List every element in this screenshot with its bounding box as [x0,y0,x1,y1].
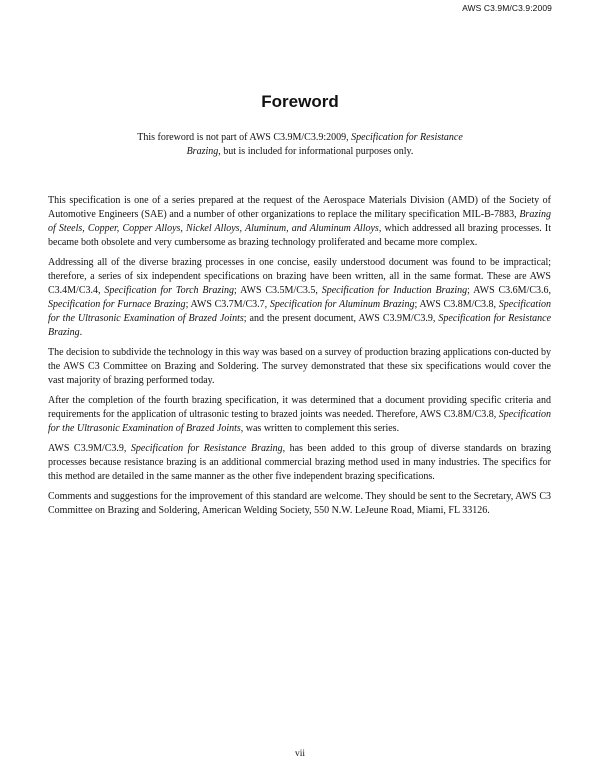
italic-title: Specification for Resistance Brazing [130,443,283,454]
paragraph-6 [48,490,551,518]
text-run: ; AWS C3.5M/C3.5, [234,285,322,296]
running-header: AWS C3.9M/C3.9:2009 [462,3,552,13]
italic-title: Specification for the Ultrasonic Examination of Brazed Joints [48,299,551,324]
foreword-note [120,131,480,159]
italic-title: Specification for Induction Brazing [321,285,468,296]
text-run: ; AWS C3.6M/C3.6, [467,285,551,296]
italic-title: Specification for Aluminum Brazing [269,299,415,310]
text-run: , has been added to this group of diverse standards on brazing processes because resistance brazing is an additional commercial brazing method used in many industries. The specifics for this method are detailed in the same manner as the other five independent brazing specifications. [48,443,551,482]
italic-title: Specification for Furnace Brazing [48,299,186,310]
note-italic-title: Specification for Resistance Brazing [186,132,463,157]
text-run: , was written to complement this series. [240,423,400,434]
paragraph-5 [48,442,551,484]
text-run: AWS C3.9M/C3.9, [48,443,131,454]
italic-title: Specification for Torch Brazing [104,285,235,296]
paragraph-3 [48,346,551,388]
text-run: ; AWS C3.8M/C3.8, [414,299,499,310]
text-run: ; and the present document, AWS C3.9M/C3.9, [243,313,439,324]
note-text: This foreword is not part of AWS C3.9M/C3.9:2009, [137,132,352,143]
text-run: Addressing all of the diverse brazing processes in one concise, easily understood document was found to be impractical; therefore, a series of six independent specifications on brazing have been written, all in the same format. These are AWS C3.4M/C3.4, [48,257,551,296]
italic-title: Specification for Resistance Brazing [48,313,552,338]
text-run: . [79,327,83,338]
text-run: , which addressed all brazing processes. It became both obsolete and very cumbersome as brazing technology proliferated and became more complex. [48,223,551,248]
note-text: , but is included for informational purposes only. [218,146,414,157]
page-number: vii [294,749,306,759]
text-run: The decision to subdivide the technology in this way was based on a survey of production brazing applications con-ducted by the AWS C3 Committee on Brazing and Soldering. The survey demonstrated that these six specifications would cover the vast majority of brazing performed today. [48,347,551,386]
paragraph-2 [48,256,551,340]
text-run: Comments and suggestions for the improvement of this standard are welcome. They should be sent to the Secretary, AWS C3 Committee on Brazing and Soldering, American Welding Society, 550 N.W. LeJeune Road, Miami, FL 33126. [48,491,551,516]
paragraph-4 [48,394,551,436]
text-run: After the completion of the fourth brazing specification, it was determined that a document providing specific criteria and requirements for the application of ultrasonic testing to brazed joints was needed. Therefore, AWS C3.8M/C3.8, [48,395,551,420]
italic-title: Specification for the Ultrasonic Examination of Brazed Joints [48,409,551,434]
italic-title: Brazing of Steels, Copper, Copper Alloys, Nickel Alloys, Aluminum, and Aluminum Alloys [48,209,551,234]
text-run: ; AWS C3.7M/C3.7, [185,299,270,310]
foreword-body [48,194,551,524]
paragraph-1 [48,194,551,250]
page-title: Foreword [261,92,339,111]
text-run: This specification is one of a series prepared at the request of the Aerospace Materials Division (AMD) of the Society of Automotive Engineers (SAE) and a number of other organizations to replace the military specification MIL-B-7883, [48,195,551,220]
